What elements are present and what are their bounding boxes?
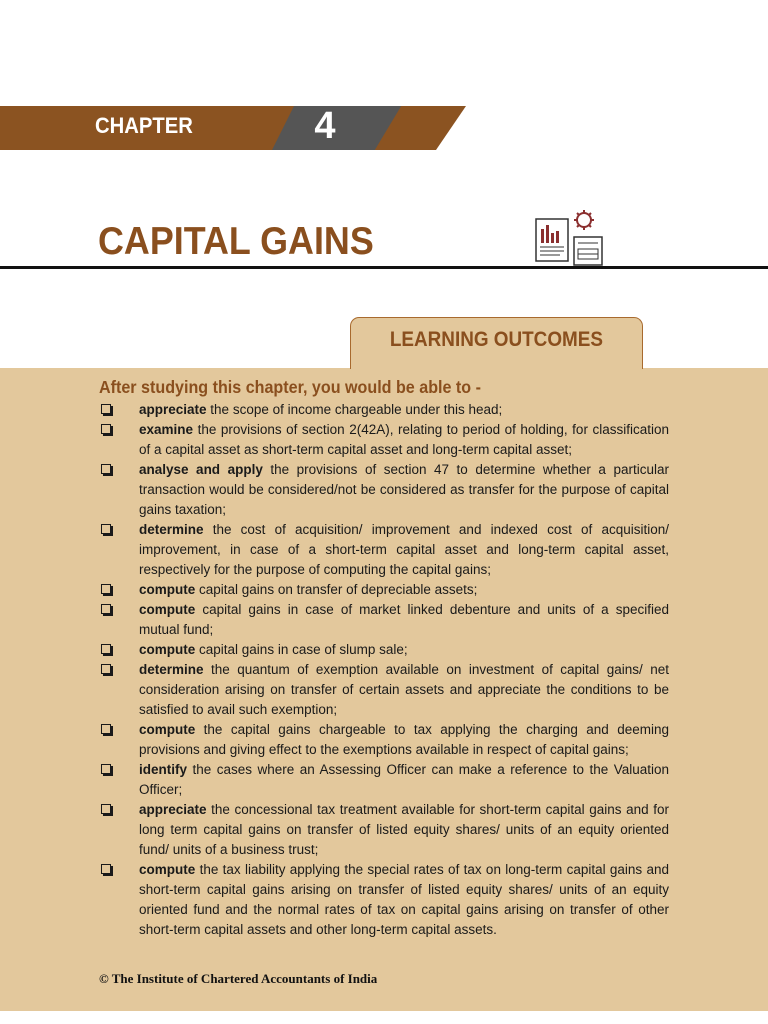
chapter-label: CHAPTER bbox=[95, 113, 193, 138]
outcome-text: the scope of income chargeable under this head; bbox=[206, 402, 503, 417]
chapter-number: 4 bbox=[314, 105, 336, 147]
chapter-band bbox=[0, 106, 466, 150]
checkbox-bullet-icon bbox=[101, 764, 111, 774]
outcome-text: capital gains in case of market linked debenture and units of a specified mutual fund; bbox=[139, 602, 669, 637]
checkbox-bullet-icon bbox=[101, 644, 111, 654]
footer-copyright: © The Institute of Chartered Accountants of India bbox=[99, 971, 378, 986]
outcome-verb: appreciate bbox=[139, 802, 207, 817]
outcome-verb: compute bbox=[139, 642, 196, 657]
checkbox-bullet-icon bbox=[101, 424, 111, 434]
checkbox-bullet-icon bbox=[101, 584, 111, 594]
learning-outcome-item bbox=[99, 520, 669, 580]
learning-outcome-item bbox=[99, 660, 669, 720]
outcome-text: the cost of acquisition/ improvement and indexed cost of acquisition/ improvement, in case of a short-term capital asset and long-term capital asset, respectively for the purpose of computing the capital gains; bbox=[139, 522, 669, 577]
chapter-band-shape bbox=[0, 106, 466, 150]
learning-outcome-item bbox=[99, 460, 669, 520]
checkbox-bullet-icon bbox=[101, 604, 111, 614]
learning-outcome-item bbox=[99, 420, 669, 460]
checkbox-bullet-icon bbox=[101, 404, 111, 414]
learning-outcomes-list bbox=[99, 400, 669, 940]
outcome-verb: determine bbox=[139, 662, 204, 677]
learning-outcome-item bbox=[99, 720, 669, 760]
outcome-verb: determine bbox=[139, 522, 204, 537]
learning-outcomes-tab bbox=[350, 317, 643, 369]
checkbox-bullet-icon bbox=[101, 524, 111, 534]
outcome-text: the cases where an Assessing Officer can make a reference to the Valuation Officer; bbox=[139, 762, 669, 797]
outcome-verb: compute bbox=[139, 602, 196, 617]
checkbox-bullet-icon bbox=[101, 864, 111, 874]
outcome-verb: compute bbox=[139, 582, 196, 597]
page-title: CAPITAL GAINS bbox=[98, 220, 374, 263]
learning-outcome-item bbox=[99, 800, 669, 860]
learning-outcome-item bbox=[99, 860, 669, 940]
outcome-verb: identify bbox=[139, 762, 188, 777]
outcome-text: the provisions of section 47 to determine whether a particular transaction would be considered/not be considered as transfer for the purpose of capital gains taxation; bbox=[139, 462, 669, 517]
outcome-verb: examine bbox=[139, 422, 194, 437]
outcome-text: capital gains on transfer of depreciable assets; bbox=[195, 582, 478, 597]
outcome-text: the tax liability applying the special rates of tax on long-term capital gains and short-term capital gains arising on transfer of listed equity shares/ units of an equity oriented fund and the normal rates of tax on capital gains arising on transfer of other short-term capital assets and other long-term capital assets. bbox=[139, 862, 669, 937]
outcome-verb: compute bbox=[139, 862, 196, 877]
checkbox-bullet-icon bbox=[101, 804, 111, 814]
outcome-text: capital gains in case of slump sale; bbox=[195, 642, 408, 657]
outcome-text: the provisions of section 2(42A), relating to period of holding, for classification of a capital asset as short-term capital asset and long-term capital asset; bbox=[139, 422, 669, 457]
tax-report-gear-icon bbox=[534, 207, 606, 272]
checkbox-bullet-icon bbox=[101, 664, 111, 674]
learning-outcome-item bbox=[99, 600, 669, 640]
outcome-text: the quantum of exemption available on investment of capital gains/ net consideration arising on transfer of certain assets and appreciate the conditions to be satisfied to avail such exemption; bbox=[139, 662, 669, 717]
learning-outcome-item bbox=[99, 640, 669, 660]
learning-outcomes-heading: LEARNING OUTCOMES bbox=[389, 328, 604, 351]
learning-outcomes-intro: After studying this chapter, you would be able to - bbox=[99, 377, 481, 397]
learning-outcome-item bbox=[99, 760, 669, 800]
checkbox-bullet-icon bbox=[101, 464, 111, 474]
outcome-verb: appreciate bbox=[139, 402, 207, 417]
outcome-text: the capital gains chargeable to tax applying the charging and deeming provisions and giving effect to the exemptions available in respect of capital gains; bbox=[139, 722, 669, 757]
outcome-verb: compute bbox=[139, 722, 196, 737]
learning-outcome-item bbox=[99, 580, 669, 600]
outcome-verb: analyse and apply bbox=[139, 462, 263, 477]
checkbox-bullet-icon bbox=[101, 724, 111, 734]
outcome-text: the concessional tax treatment available for short-term capital gains and for long term capital gains on transfer of listed equity shares/ units of an equity oriented fund/ units of a business trust; bbox=[139, 802, 669, 857]
title-divider bbox=[0, 266, 768, 269]
learning-outcome-item bbox=[99, 400, 669, 420]
